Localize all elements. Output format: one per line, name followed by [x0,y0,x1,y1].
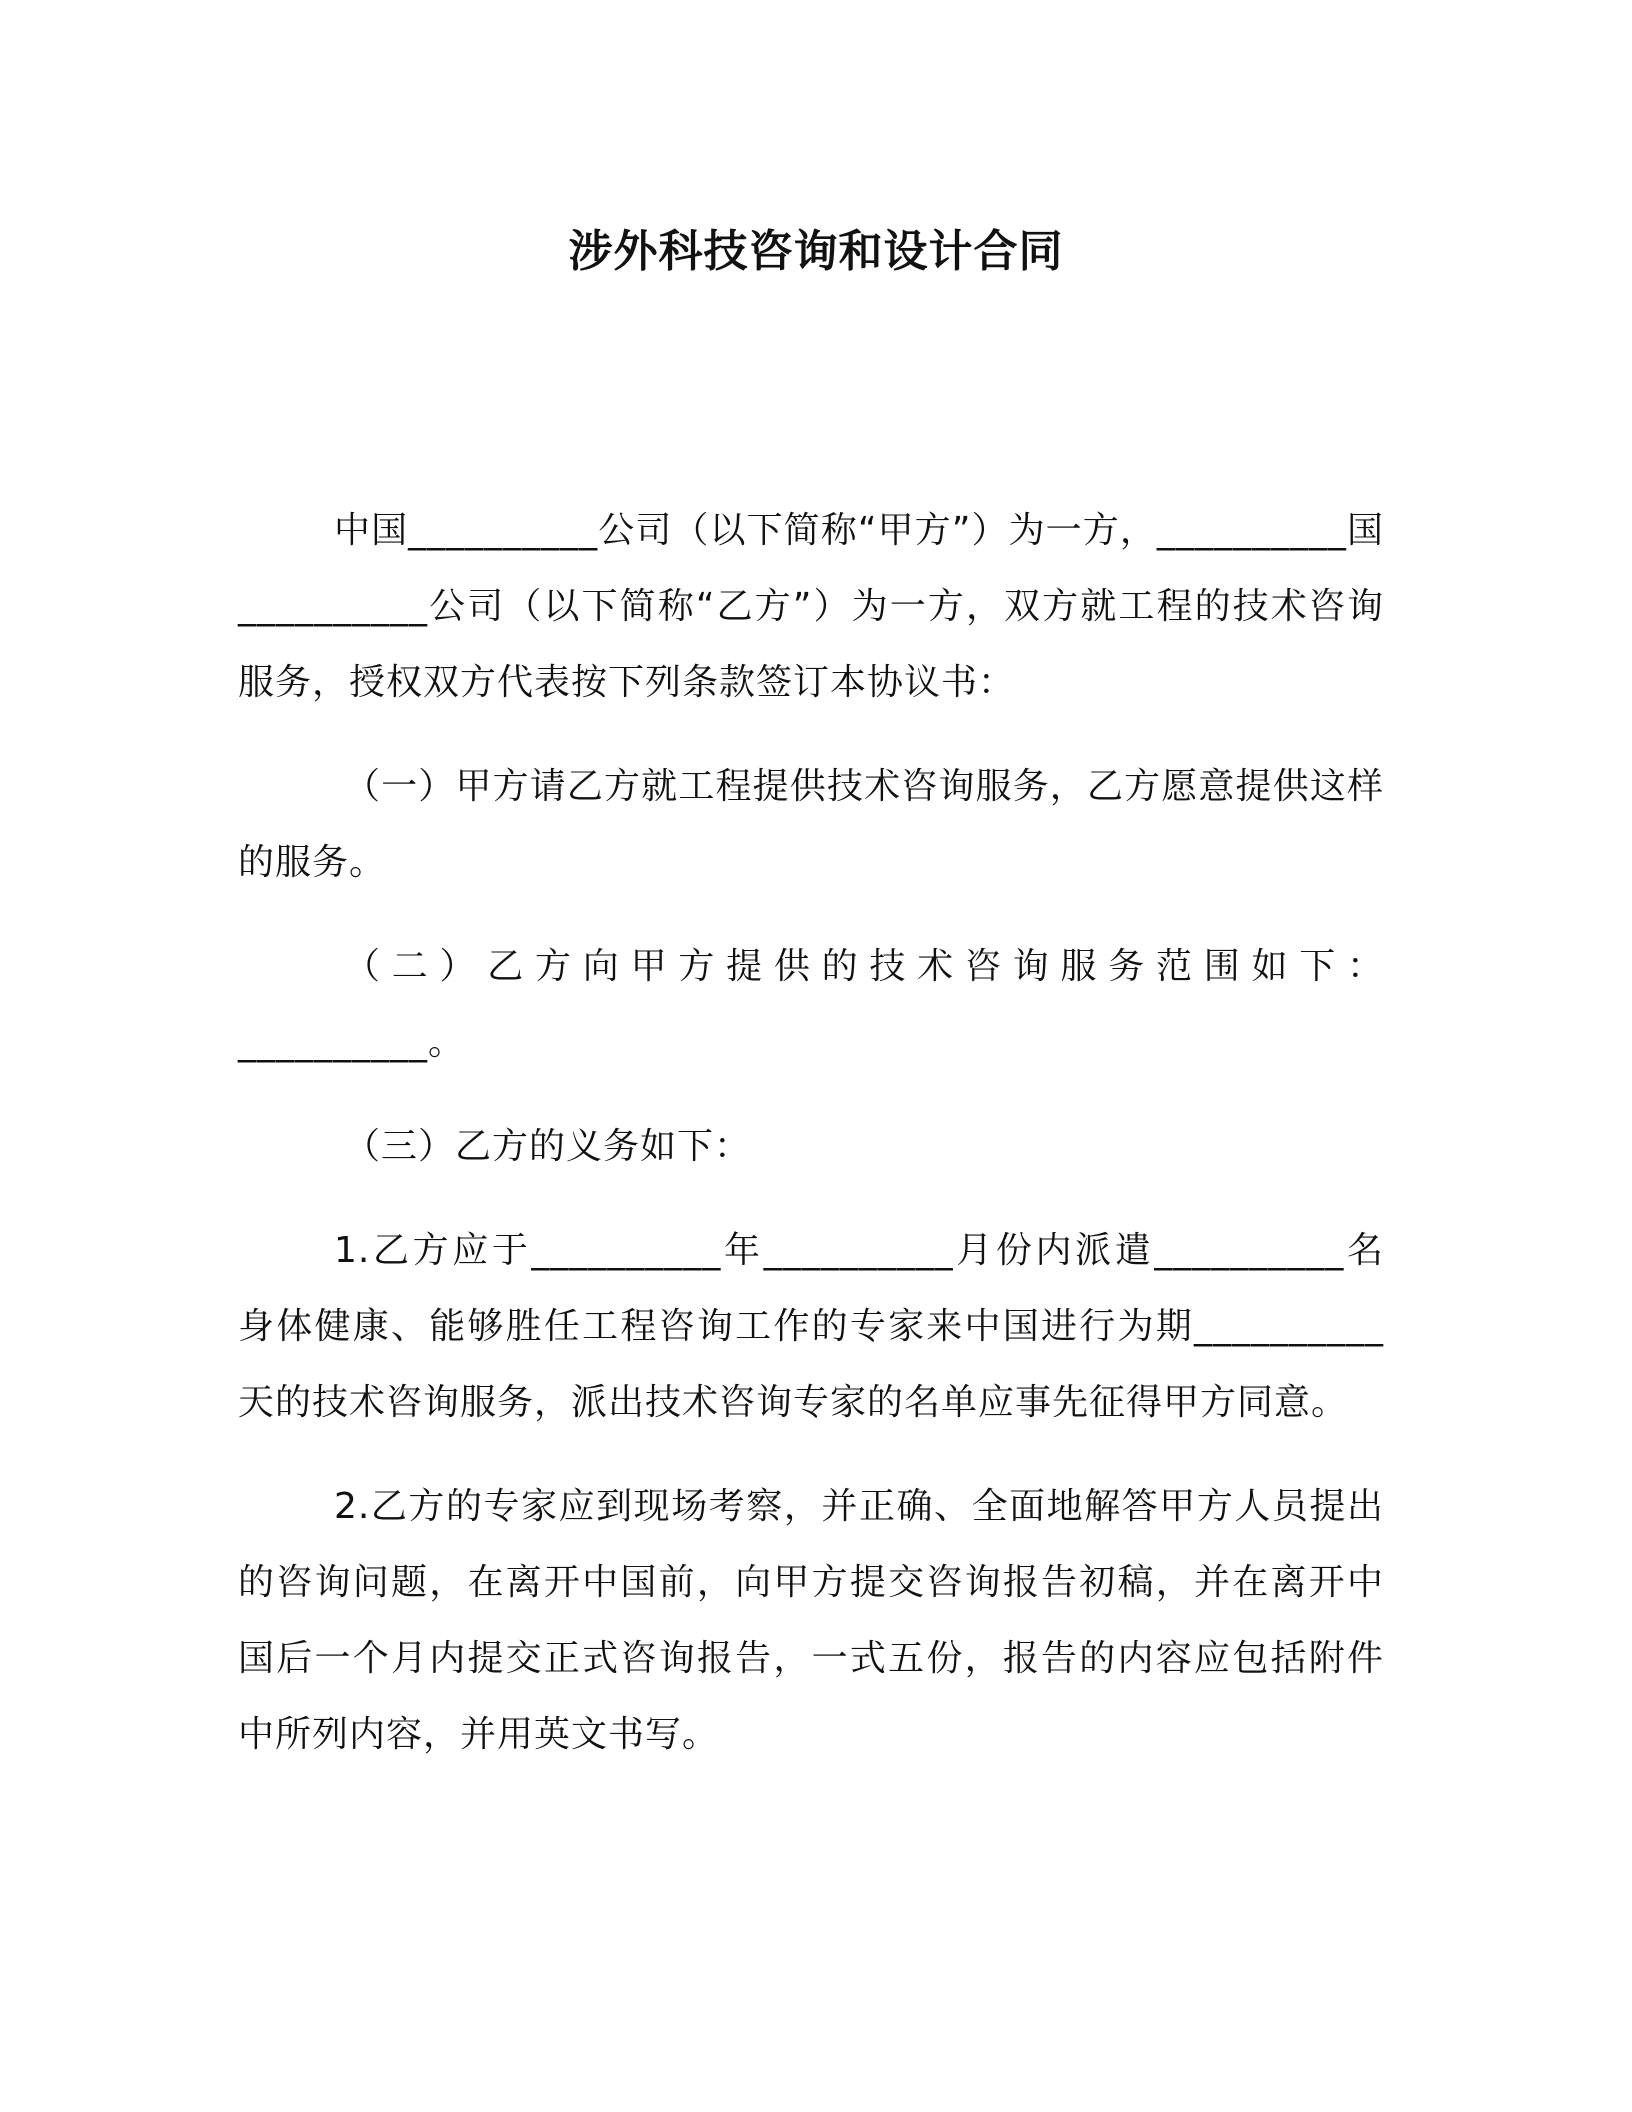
obligation-2-paragraph: 2.乙方的专家应到现场考察，并正确、全面地解答甲方人员提出的咨询问题，在离开中国前，向甲方提交咨询报告初稿，并在离开中国后一个月内提交正式咨询报告，一式五份，报告的内容应包括附件中所列内容，并用英文书写。 [238,1486,1384,1755]
clause-3-heading: （三）乙方的义务如下： [344,1126,752,1167]
obligation-1-paragraph: 1.乙方应于__________年__________月份内派遣__________名身体健康、能够胜任工程咨询工作的专家来中国进行为期__________天的技术咨询服务，派出技术咨询专家的名单应事先征得甲方同意。 [238,1230,1384,1423]
clause-2-paragraph: （二）乙方向甲方提供的技术咨询服务范围如下：__________。 [238,946,1384,1063]
clause-1-paragraph: （一）甲方请乙方就工程提供技术咨询服务，乙方愿意提供这样的服务。 [238,766,1384,883]
document-title: 涉外科技咨询和设计合同 [568,226,1064,277]
document-body [238,493,1384,1801]
preamble-paragraph: 中国__________公司（以下简称“甲方”）为一方，__________国__________公司（以下简称“乙方”）为一方，双方就工程的技术咨询服务，授权双方代表按下列条款签订本协议书： [238,510,1384,703]
